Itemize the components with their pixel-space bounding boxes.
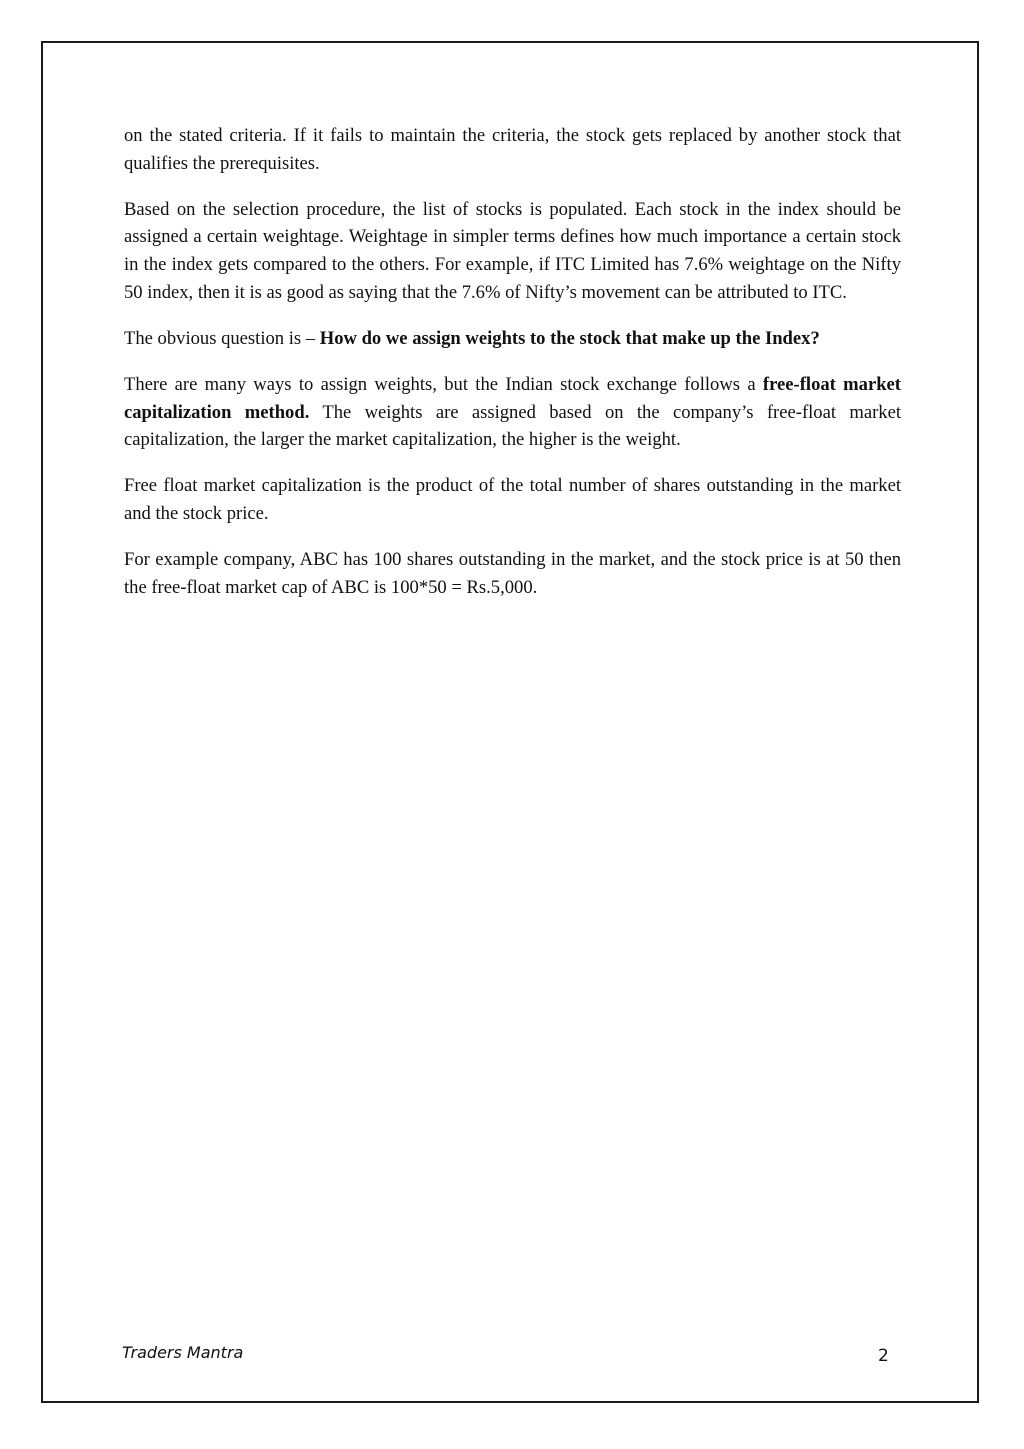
paragraph-criteria: on the stated criteria. If it fails to maintain the criteria, the stock gets replaced by another stock that qualifies the prerequisites.	[124, 125, 901, 174]
paragraph-free-float-definition: Free float market capitalization is the product of the total number of shares outstanding in the market and the stock price.	[124, 475, 901, 524]
paragraph-example: For example company, ABC has 100 shares outstanding in the market, and the stock price is at 50 then the free-float market cap of ABC is 100*50 = Rs.5,000.	[124, 549, 901, 598]
question-bold-text: How do we assign weights to the stock that make up the Index?	[319, 327, 820, 349]
page-number: 2	[878, 1346, 889, 1366]
footer-brand: Traders Mantra	[122, 1343, 244, 1362]
method-lead-text: There are many ways to assign weights, but the Indian stock exchange follows a	[124, 373, 763, 395]
paragraph-weight-method	[124, 371, 901, 454]
method-tail-text: The weights are assigned based on the company’s free-float market capitalization, the larger the market capitalization, the higher is the weight.	[124, 401, 901, 451]
method-bold-text: free-float market capitalization method.	[124, 373, 901, 423]
question-lead-text: The obvious question is –	[124, 327, 320, 349]
paragraph-obvious-question	[124, 325, 901, 353]
document-body	[124, 122, 901, 620]
paragraph-selection-procedure: Based on the selection procedure, the list of stocks is populated. Each stock in the index should be assigned a certain weightage. Weightage in simpler terms defines how much importance a certain stock in the index gets compared to the others. For example, if ITC Limited has 7.6% weightage on the Nifty 50 index, then it is as good as saying that the 7.6% of Nifty’s movement can be attributed to ITC.	[124, 198, 901, 303]
